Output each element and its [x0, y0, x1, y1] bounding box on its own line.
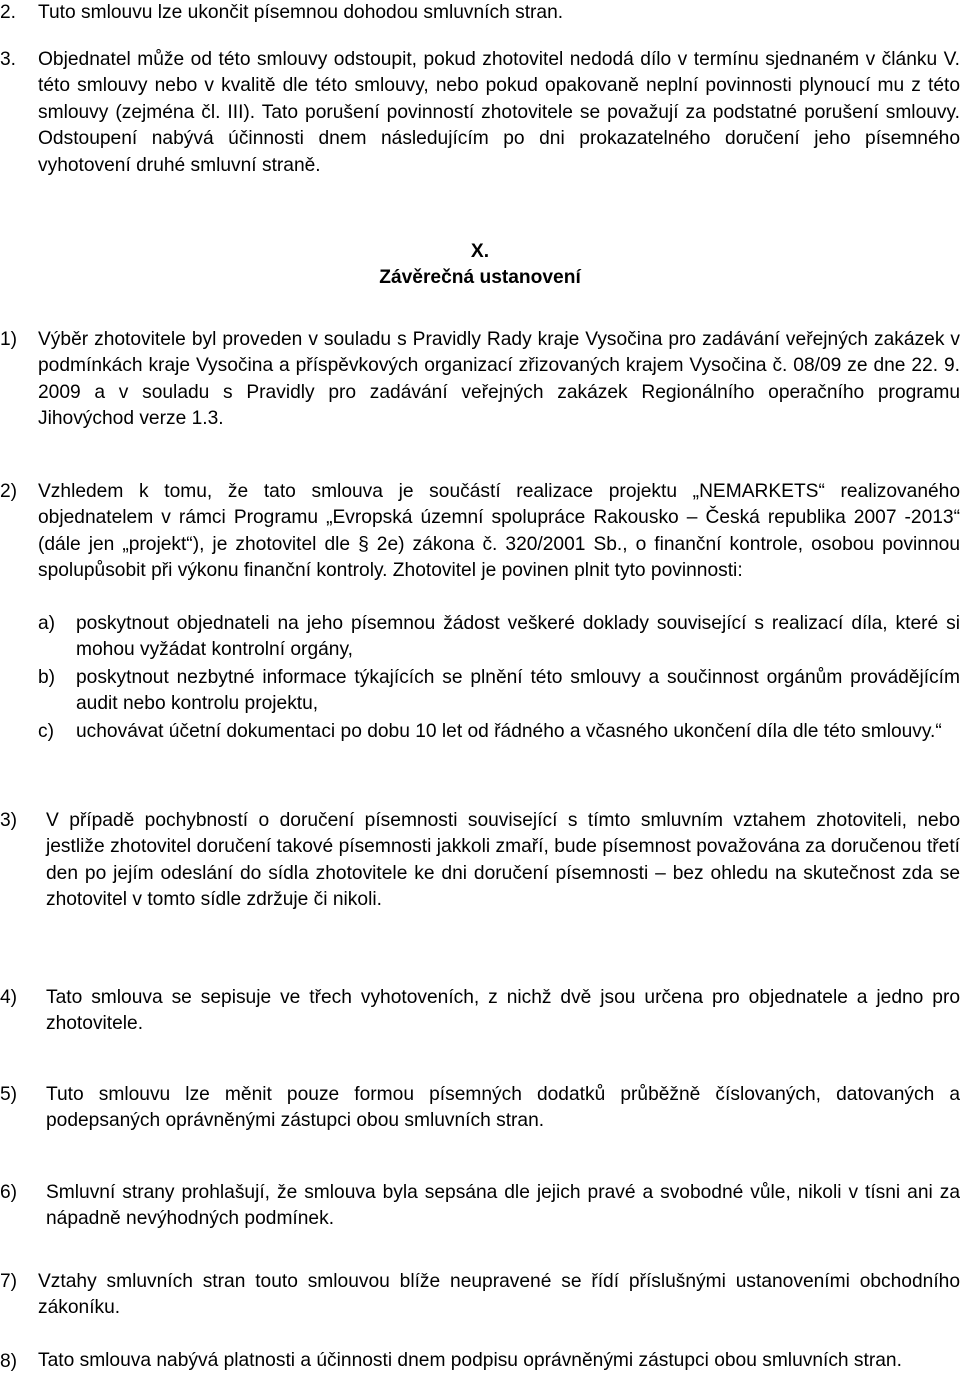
clause-number: 7)	[0, 1271, 18, 1292]
clause-text: V případě pochybností o doručení písemnosti související s tímto smluvním vztahem zhotoviteli, nebo jestliže zhotovitel doručení takové písemnosti jakkoli zmaří, bude písemnost považována za doručenou třetí den po jejím odeslání do sídla zhotovitele ke dni doručení písemnosti – bez ohledu na skutečnost zda se zhotovitel v tomto sídle zdržuje či nikoli.	[46, 810, 960, 911]
list-text: uchovávat účetní dokumentaci po dobu 10 let od řádného a včasného ukončení díla dle této smlouvy.“	[76, 721, 942, 742]
clause-number: 2.	[0, 2, 17, 23]
clause-text: Vztahy smluvních stran touto smlouvou blíže neupravené se řídí příslušnými ustanoveními obchodního zákoníku.	[38, 1271, 960, 1319]
list-label: b)	[38, 667, 56, 688]
clause-number: 2)	[0, 481, 18, 502]
clause-text: Tuto smlouvu lze měnit pouze formou písemných dodatků průběžně číslovaných, datovaných a podepsaných oprávněnými zástupci obou smluvních stran.	[46, 1084, 960, 1132]
clause-number: 3.	[0, 49, 17, 70]
list-label: c)	[38, 721, 54, 742]
clause-text: Vzhledem k tomu, že tato smlouva je součástí realizace projektu „NEMARKETS“ realizovaného objednatelem v rámci Programu „Evropská územní spolupráce Rakousko – Česká republika 2007 -2013“ (dále jen „projekt“), je zhotovitel dle § 2e) zákona č. 320/2001 Sb., o finanční kontrole, osobou povinnou spolupůsobit při výkonu finanční kontroly. Zhotovitel je povinen plnit tyto povinnosti:	[38, 481, 960, 582]
clause-number: 3)	[0, 810, 18, 831]
clause-number: 6)	[0, 1182, 18, 1203]
clause-text: Tato smlouva se sepisuje ve třech vyhotoveních, z nichž dvě jsou určena pro objednatele a jedno pro zhotovitele.	[46, 987, 960, 1035]
section-title: Závěrečná ustanovení	[379, 267, 581, 288]
clause-text: Objednatel může od této smlouvy odstoupit, pokud zhotovitel nedodá dílo v termínu sjednaném v článku V. této smlouvy nebo v kvalitě dle této smlouvy, nebo pokud opakovaně neplní povinnosti plynoucí mu z této smlouvy (zejména čl. III). Tato porušení povinností zhotovitele se považují za podstatné porušení smlouvy. Odstoupení nabývá účinnosti dnem následujícím po dni prokazatelného doručení jeho písemného vyhotovení druhé smluvní straně.	[38, 49, 960, 176]
clause-text: Tuto smlouvu lze ukončit písemnou dohodou smluvních stran.	[38, 2, 564, 23]
section-heading	[0, 239, 960, 291]
list-text: poskytnout objednateli na jeho písemnou žádost veškeré doklady související s realizací díla, které si mohou vyžádat kontrolní orgány,	[76, 613, 960, 661]
list-label: a)	[38, 613, 56, 634]
clause-number: 4)	[0, 987, 18, 1008]
clause-text: Smluvní strany prohlašují, že smlouva byla sepsána dle jejich pravé a svobodné vůle, nikoli v tísni ani za nápadně nevýhodných podmínek.	[46, 1182, 960, 1230]
section-number: X.	[470, 241, 490, 262]
clause-text: Výběr zhotovitele byl proveden v souladu s Pravidly Rady kraje Vysočina pro zadávání veřejných zakázek v podmínkách kraje Vysočina a příspěvkových organizací zřizovaných krajem Vysočina č. 08/09 ze dne 22. 9. 2009 a v souladu s Pravidly pro zadávání veřejných zakázek Regionálního operačního programu Jihovýchod verze 1.3.	[38, 329, 960, 430]
clause-number: 5)	[0, 1084, 18, 1105]
clause-text: Tato smlouva nabývá platnosti a účinnosti dnem podpisu oprávněnými zástupci obou smluvních stran.	[38, 1350, 902, 1371]
clause-number: 8)	[0, 1351, 18, 1372]
clause-number: 1)	[0, 329, 18, 350]
list-text: poskytnout nezbytné informace týkajících se plnění této smlouvy a součinnost orgánům provádějícím audit nebo kontrolu projektu,	[76, 667, 960, 715]
